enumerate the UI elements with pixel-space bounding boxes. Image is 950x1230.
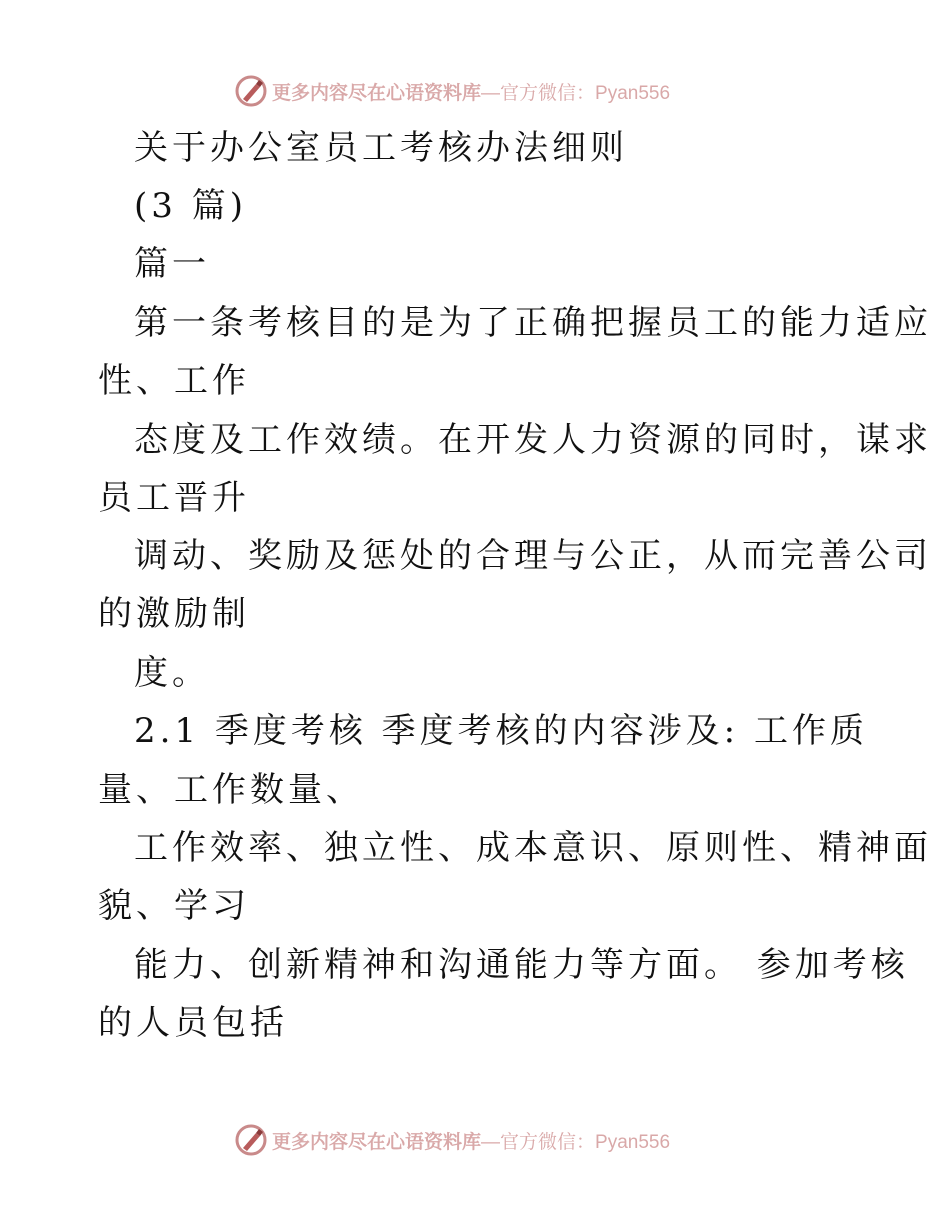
paragraph-line: 能力、创新精神和沟通能力等方面。 参加考核 <box>134 945 909 985</box>
paragraph-line: 度。 <box>134 653 210 693</box>
pen-logo-icon <box>234 1123 268 1157</box>
paragraph-line: 量、工作数量、 <box>98 770 364 810</box>
watermark-main-text: 更多内容尽在心语资料库 <box>272 81 482 104</box>
paragraph-line: 员工晋升 <box>98 478 250 518</box>
paragraph-line: 的人员包括 <box>98 1003 288 1043</box>
paragraph-line: 性、工作 <box>98 361 250 401</box>
header-watermark <box>234 73 670 109</box>
paragraph-line: 第一条考核目的是为了正确把握员工的能力适应 <box>134 303 932 343</box>
paragraph-line: 调动、奖励及惩处的合理与公正，从而完善公司 <box>134 536 932 576</box>
section-heading: 篇一 <box>134 244 210 284</box>
document-subtitle: (3 篇) <box>134 186 247 226</box>
paragraph-line: 2.1 季度考核 季度考核的内容涉及: 工作质 <box>134 711 868 751</box>
watermark-sub-text: —官方微信：Pyan556 <box>481 1131 671 1153</box>
pen-logo-icon <box>234 74 268 108</box>
watermark-sub-text: —官方微信：Pyan556 <box>481 82 671 104</box>
paragraph-line: 貌、学习 <box>98 886 250 926</box>
paragraph-line: 工作效率、独立性、成本意识、原则性、精神面 <box>134 828 932 868</box>
paragraph-line: 的激励制 <box>98 594 250 634</box>
watermark-main-text: 更多内容尽在心语资料库 <box>272 1130 482 1153</box>
document-title: 关于办公室员工考核办法细则 <box>134 128 628 168</box>
footer-watermark <box>234 1122 670 1158</box>
paragraph-line: 态度及工作效绩。在开发人力资源的同时，谋求 <box>134 420 932 460</box>
